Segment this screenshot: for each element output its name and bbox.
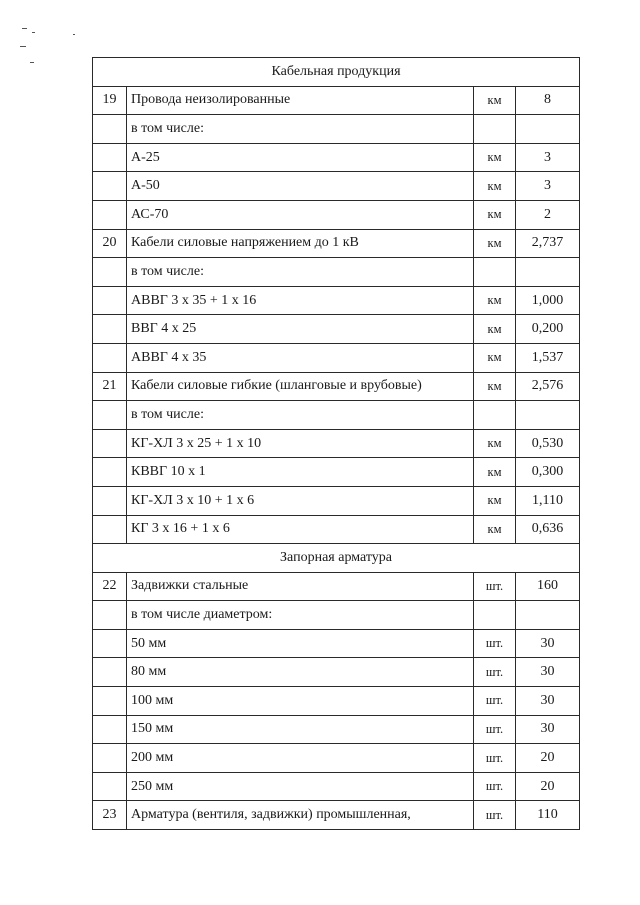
section-title: Запорная арматура [93,544,580,573]
item-name: Арматура (вентиля, задвижки) промышленная, [127,801,474,830]
item-quantity: 20 [516,744,580,773]
table-row [93,629,580,658]
row-number [93,601,127,630]
item-unit: шт. [474,572,516,601]
item-name: в том числе: [127,401,474,430]
item-quantity: 1,537 [516,343,580,372]
item-unit: км [474,429,516,458]
table-row [93,772,580,801]
item-name: Задвижки стальные [127,572,474,601]
item-unit [474,401,516,430]
item-name: КГ-ХЛ 3 х 10 + 1 х 6 [127,486,474,515]
item-quantity: 8 [516,86,580,115]
table-row [93,200,580,229]
item-unit: шт. [474,801,516,830]
row-number [93,343,127,372]
item-unit: шт. [474,629,516,658]
row-number [93,629,127,658]
item-quantity: 3 [516,172,580,201]
item-name: 200 мм [127,744,474,773]
item-quantity: 30 [516,658,580,687]
row-number: 22 [93,572,127,601]
section-header-row [93,544,580,573]
row-number [93,458,127,487]
item-quantity [516,115,580,144]
item-name: в том числе: [127,115,474,144]
row-number [93,143,127,172]
row-number [93,744,127,773]
table-row [93,486,580,515]
item-name: АВВГ 3 х 35 + 1 х 16 [127,286,474,315]
item-quantity: 2,737 [516,229,580,258]
item-name: КВВГ 10 х 1 [127,458,474,487]
item-unit: шт. [474,687,516,716]
item-unit [474,258,516,287]
section-title: Кабельная продукция [93,58,580,87]
table-row [93,801,580,830]
table-row [93,458,580,487]
item-quantity: 1,110 [516,486,580,515]
item-unit: шт. [474,715,516,744]
item-unit: км [474,315,516,344]
row-number: 20 [93,229,127,258]
item-name: 250 мм [127,772,474,801]
item-unit: км [474,143,516,172]
table-row [93,343,580,372]
item-quantity: 30 [516,715,580,744]
item-quantity: 0,530 [516,429,580,458]
table-row [93,286,580,315]
item-quantity [516,601,580,630]
row-number [93,515,127,544]
item-name: КГ-ХЛ 3 х 25 + 1 х 10 [127,429,474,458]
item-name: Провода неизолированные [127,86,474,115]
table-row [93,86,580,115]
item-unit: км [474,343,516,372]
table-row [93,115,580,144]
item-unit: км [474,372,516,401]
item-quantity: 20 [516,772,580,801]
item-quantity: 160 [516,572,580,601]
item-unit: км [474,458,516,487]
table-row [93,315,580,344]
table-row [93,143,580,172]
item-name: А-50 [127,172,474,201]
item-unit: шт. [474,744,516,773]
item-name: 80 мм [127,658,474,687]
item-unit: км [474,172,516,201]
item-name: 50 мм [127,629,474,658]
section-header-row [93,58,580,87]
row-number [93,658,127,687]
row-number [93,200,127,229]
item-quantity: 3 [516,143,580,172]
table-row [93,258,580,287]
row-number [93,401,127,430]
table-row [93,658,580,687]
table-row [93,172,580,201]
row-number [93,715,127,744]
item-quantity: 30 [516,629,580,658]
item-unit: км [474,86,516,115]
item-quantity: 2,576 [516,372,580,401]
row-number: 21 [93,372,127,401]
table-row [93,601,580,630]
table-row [93,744,580,773]
row-number: 19 [93,86,127,115]
item-name: ВВГ 4 х 25 [127,315,474,344]
table-row [93,229,580,258]
item-quantity: 2 [516,200,580,229]
item-unit: шт. [474,772,516,801]
row-number: 23 [93,801,127,830]
item-unit: км [474,200,516,229]
item-unit: шт. [474,658,516,687]
item-name: в том числе диаметром: [127,601,474,630]
item-name: 100 мм [127,687,474,716]
row-number [93,772,127,801]
item-unit: км [474,515,516,544]
materials-table [92,57,580,830]
row-number [93,486,127,515]
table-row [93,687,580,716]
item-quantity [516,401,580,430]
table-row [93,372,580,401]
table-row [93,515,580,544]
row-number [93,286,127,315]
table-row [93,715,580,744]
materials-table-body [93,58,580,830]
row-number [93,115,127,144]
item-name: в том числе: [127,258,474,287]
item-name: КГ 3 х 16 + 1 х 6 [127,515,474,544]
row-number [93,258,127,287]
item-unit: км [474,486,516,515]
item-name: АС-70 [127,200,474,229]
row-number [93,172,127,201]
table-row [93,429,580,458]
item-name: Кабели силовые напряжением до 1 кВ [127,229,474,258]
item-unit: км [474,229,516,258]
table-row [93,572,580,601]
item-quantity: 0,636 [516,515,580,544]
item-quantity: 1,000 [516,286,580,315]
row-number [93,429,127,458]
item-name: АВВГ 4 х 35 [127,343,474,372]
item-quantity [516,258,580,287]
item-name: Кабели силовые гибкие (шланговые и врубовые) [127,372,474,401]
scan-marks [18,22,78,72]
item-unit [474,601,516,630]
table-row [93,401,580,430]
row-number [93,687,127,716]
item-name: А-25 [127,143,474,172]
item-quantity: 30 [516,687,580,716]
item-quantity: 0,300 [516,458,580,487]
item-name: 150 мм [127,715,474,744]
item-quantity: 110 [516,801,580,830]
item-unit [474,115,516,144]
item-quantity: 0,200 [516,315,580,344]
row-number [93,315,127,344]
item-unit: км [474,286,516,315]
